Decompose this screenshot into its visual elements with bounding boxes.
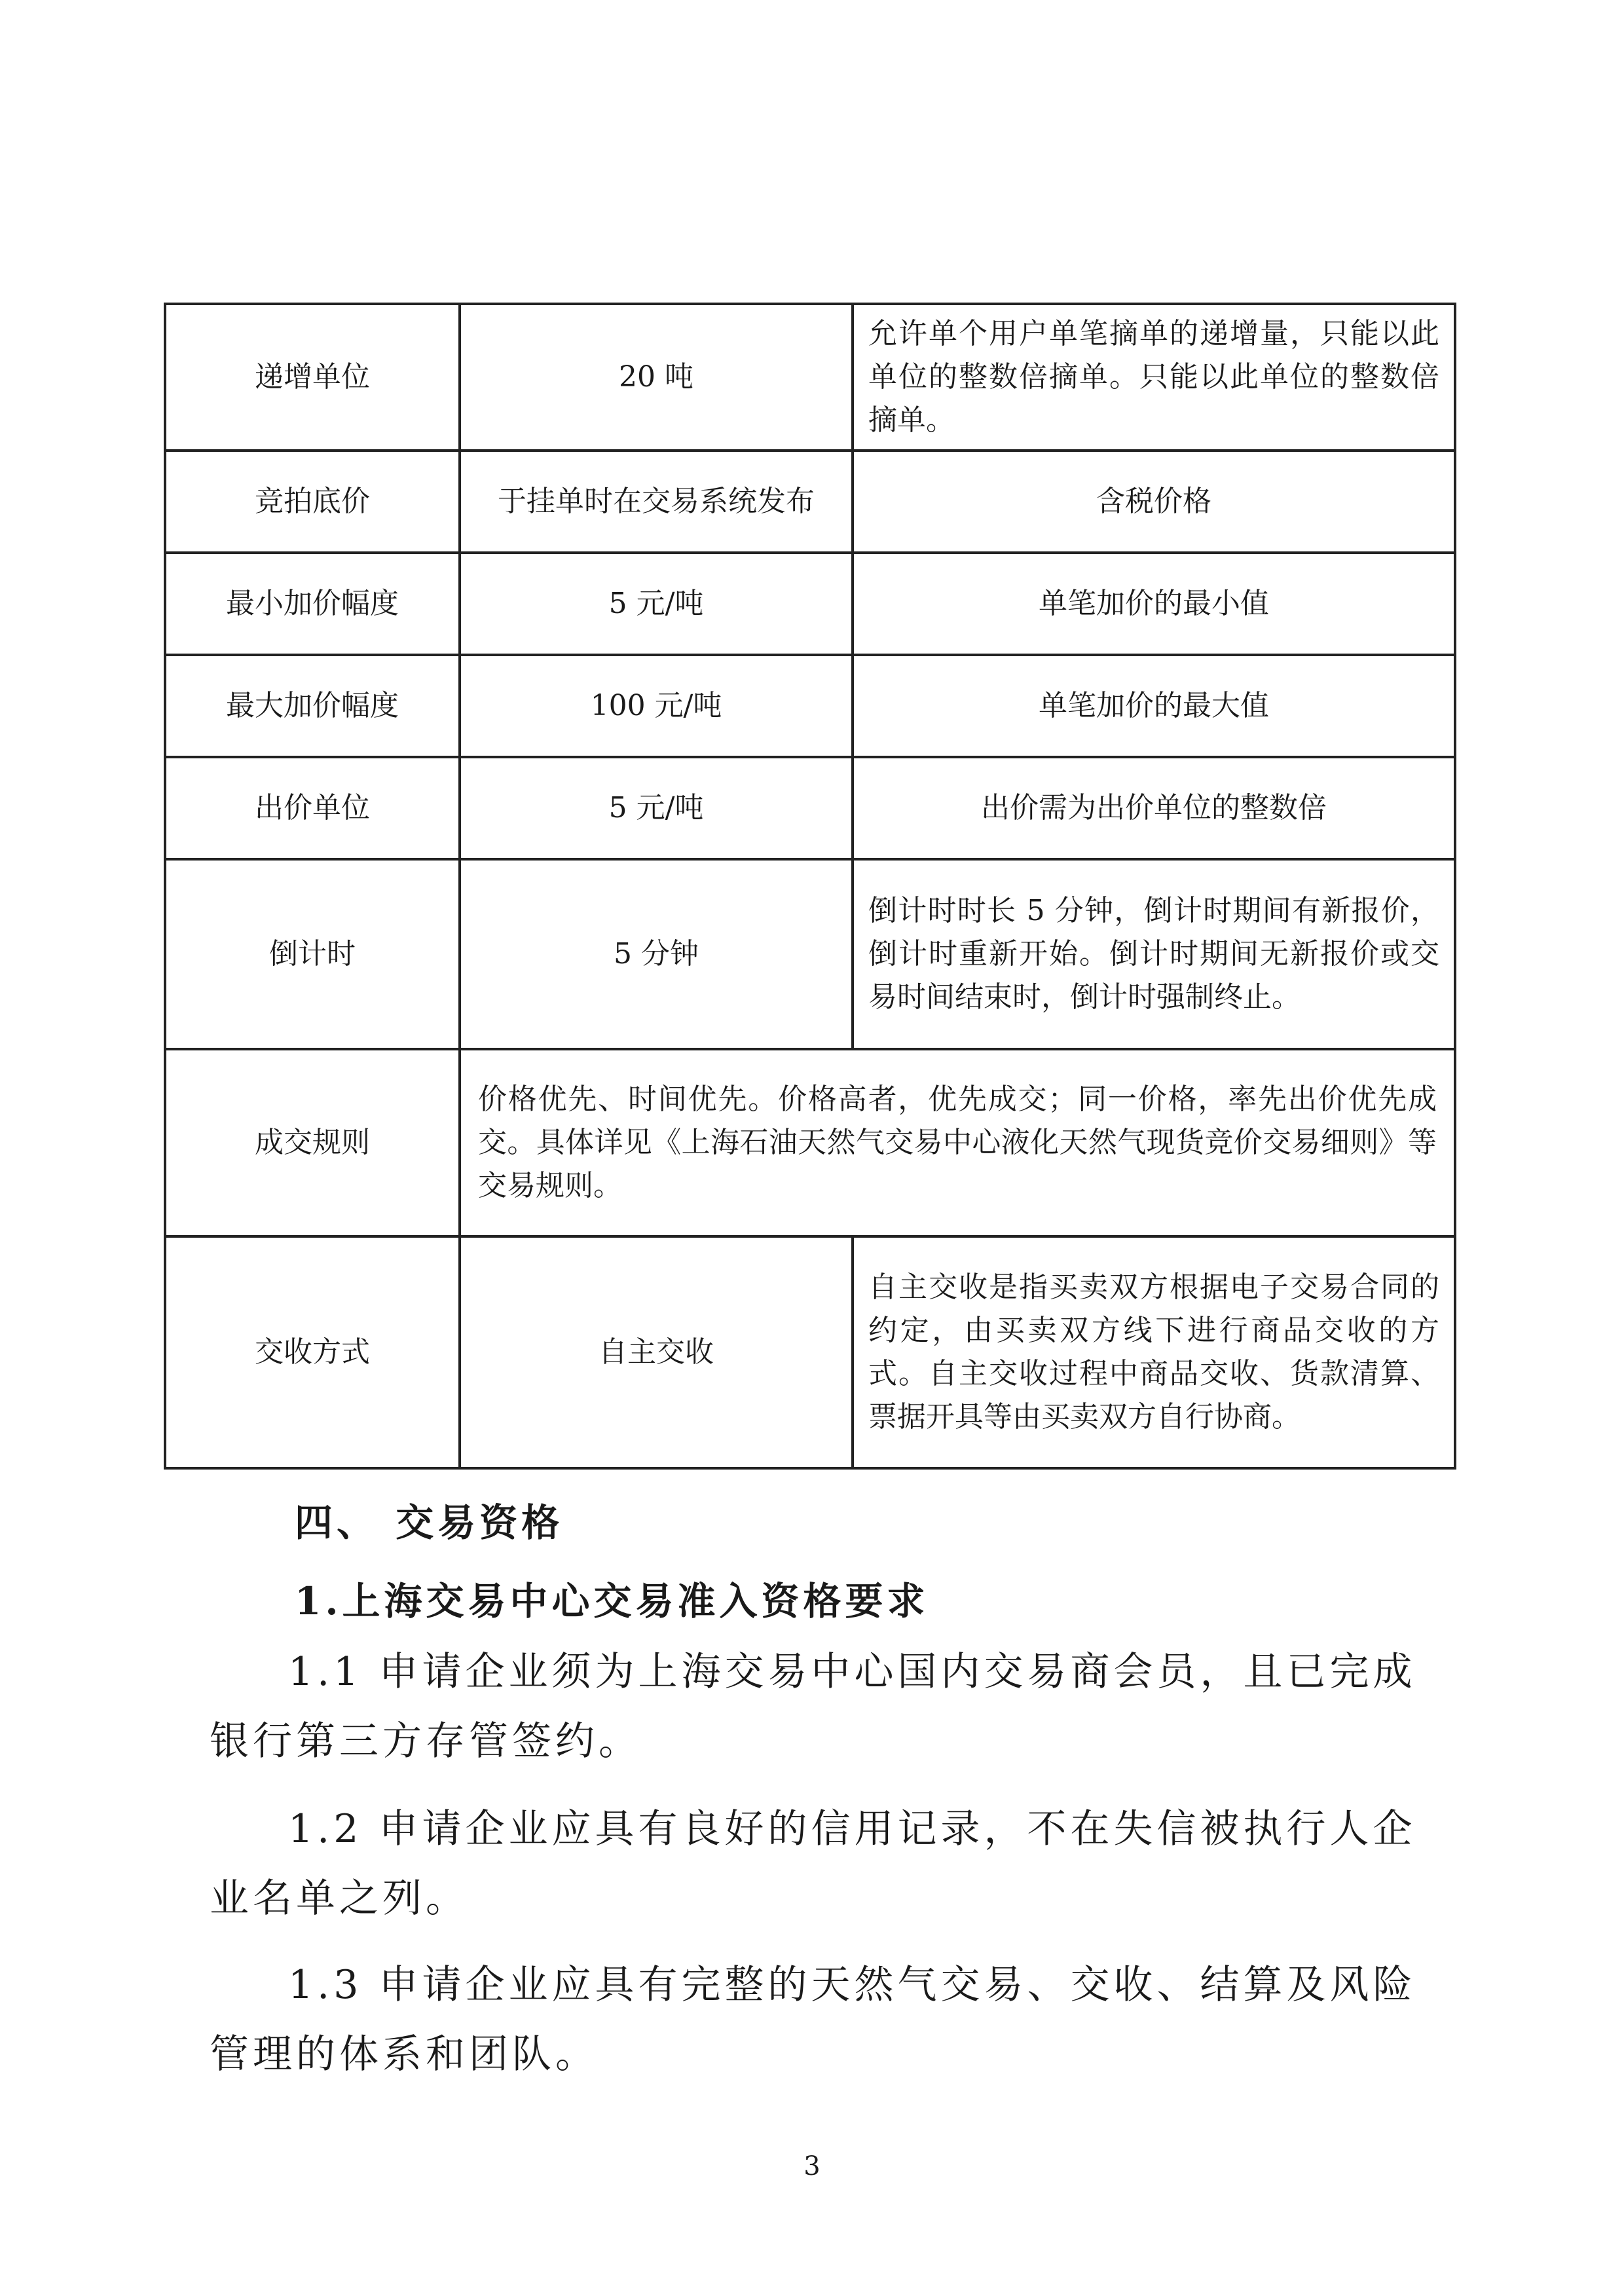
row-value: 100 元/吨 (460, 655, 853, 757)
row-value: 5 元/吨 (460, 757, 853, 859)
row-description: 倒计时时长 5 分钟，倒计时期间有新报价，倒计时重新开始。倒计时期间无新报价或交易时间结束时，倒计时强制终止。 (853, 859, 1455, 1049)
row-value: 5 分钟 (460, 859, 853, 1049)
paragraph-text: 1.2 申请企业应具有良好的信用记录，不在失信被执行人企业名单之列。 (210, 1806, 1416, 1921)
paragraph-text: 1.1 申请企业须为上海交易中心国内交易商会员，且已完成银行第三方存管签约。 (210, 1649, 1416, 1764)
table-row (165, 451, 1455, 553)
subsection-heading: 1.上海交易中心交易准入资格要求 (295, 1579, 929, 1623)
row-value: 自主交收 (460, 1236, 853, 1468)
section-heading: 四、 交易资格 (295, 1500, 564, 1545)
trading-rules-table (164, 303, 1456, 1470)
table-row (165, 655, 1455, 757)
row-label: 成交规则 (165, 1049, 460, 1236)
row-label: 递增单位 (165, 304, 460, 451)
row-label: 最大加价幅度 (165, 655, 460, 757)
row-label: 最小加价幅度 (165, 553, 460, 655)
row-description: 含税价格 (853, 451, 1455, 553)
paragraph-text: 1.3 申请企业应具有完整的天然气交易、交收、结算及风险管理的体系和团队。 (210, 1962, 1416, 2077)
table-row (165, 859, 1455, 1049)
paragraph (210, 1794, 1428, 1933)
row-value: 20 吨 (460, 304, 853, 451)
paragraph (210, 1950, 1428, 2089)
row-description: 自主交收是指买卖双方根据电子交易合同的约定，由买卖双方线下进行商品交收的方式。自主交收过程中商品交收、货款清算、票据开具等由买卖双方自行协商。 (853, 1236, 1455, 1468)
row-label: 交收方式 (165, 1236, 460, 1468)
table-row (165, 1236, 1455, 1468)
row-description: 单笔加价的最大值 (853, 655, 1455, 757)
table-row (165, 304, 1455, 451)
row-label: 竞拍底价 (165, 451, 460, 553)
row-value: 5 元/吨 (460, 553, 853, 655)
row-description: 允许单个用户单笔摘单的递增量，只能以此单位的整数倍摘单。只能以此单位的整数倍摘单。 (853, 304, 1455, 451)
table-row (165, 553, 1455, 655)
row-value: 于挂单时在交易系统发布 (460, 451, 853, 553)
row-label: 出价单位 (165, 757, 460, 859)
row-label: 倒计时 (165, 859, 460, 1049)
table-row (165, 757, 1455, 859)
table-row (165, 1049, 1455, 1236)
page-number: 3 (803, 2151, 821, 2181)
row-description: 出价需为出价单位的整数倍 (853, 757, 1455, 859)
row-description: 单笔加价的最小值 (853, 553, 1455, 655)
paragraph (210, 1637, 1428, 1776)
row-merged-description: 价格优先、时间优先。价格高者，优先成交；同一价格，率先出价优先成交。具体详见《上海石油天然气交易中心液化天然气现货竞价交易细则》等交易规则。 (460, 1049, 1455, 1236)
